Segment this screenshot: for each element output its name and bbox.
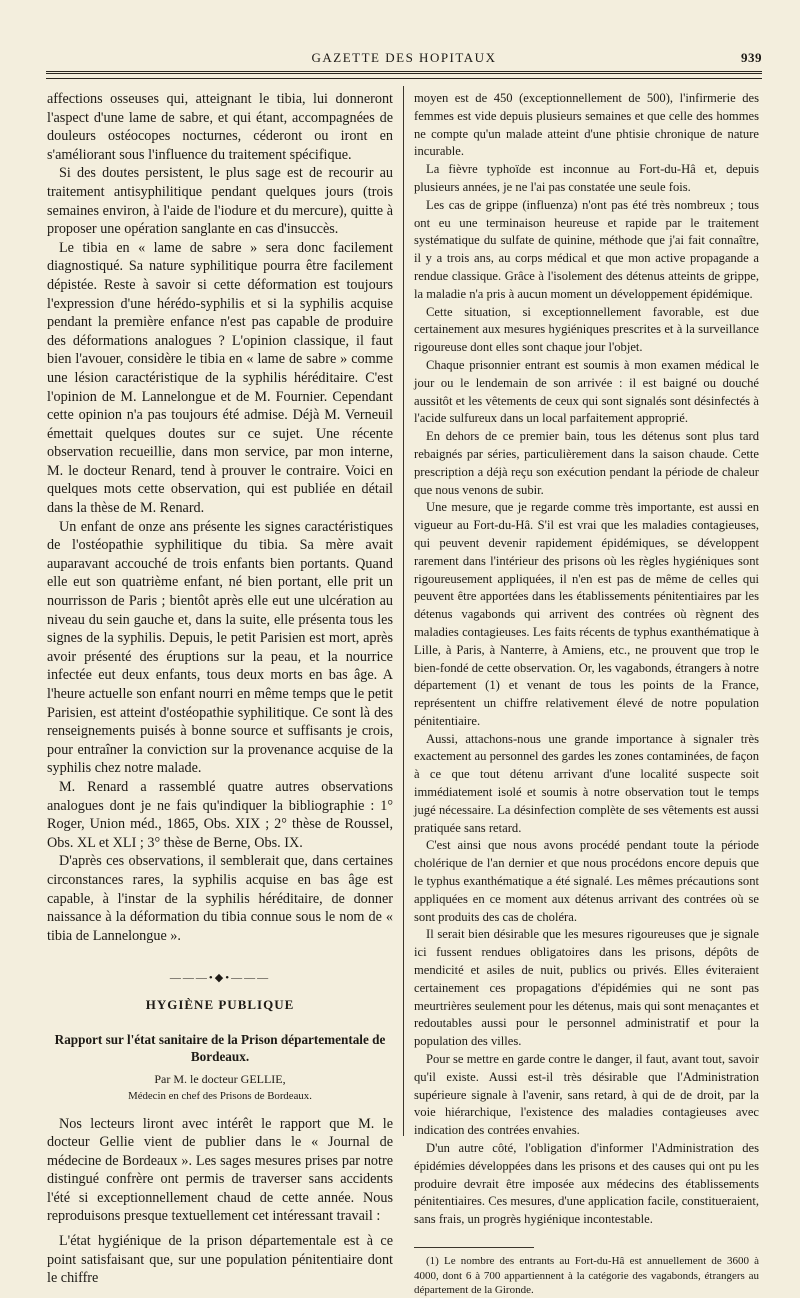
paragraph: D'après ces observations, il semblerait que, dans certaines circonstances rares, la syphilis acquise en bas âge est capable, à l'instar de la syphilis héréditaire, de donner naissance à la déformation du tibia connue sous le nom de « tibia de Lannelongue ».	[47, 853, 393, 944]
footnote: (1) Le nombre des entrants au Fort-du-Hâ est annuellement de 3600 à 4000, dont 6 à 700 appartiennent à la catégorie des vagabonds, étrangers au département de la Gironde.	[414, 1255, 759, 1296]
section-divider: ———•◆•———	[169, 972, 271, 985]
paragraph: Les cas de grippe (influenza) n'ont pas été très nombreux ; tous ont eu une terminaison heureuse et rapide par le traitement systématique du sulfate de quinine, méthode que j'ai fait connaître, il y a trois ans, au corps médical et que mon active propagande a rendue classique. Grâce à l'isolement des détenus atteints de grippe, la maladie n'a pris à aucun moment un développement épidémique.	[414, 197, 759, 301]
paragraph: Le tibia en « lame de sabre » sera donc facilement diagnostiqué. Sa nature syphilitique pourra être facilement dépistée. Reste à savoir si cette déformation est toujours l'expression d'une hérédo-syphilis et si la syphilis acquise pendant la première enfance n'est pas capable de produire des déformations analogues ? L'opinion classique, il faut bien l'avouer, considère le tibia en « lame de sabre » comme une lésion caractéristique de la syphilis héréditaire. C'est l'opinion de M. Lannelongue et de M. Fournier. Cependant cette opinion n'a pas toujours été admise. Déjà M. Verneuil émettait quelques doutes sur ce sujet. Une récente observation recueillie, dans mon service, par mon interne, M. le docteur Renard, tend à prouver le contraire. Voici en quelques mots cette observation, qui est publiée en détail dans la thèse de M. Renard.	[47, 239, 393, 517]
page-number: 939	[741, 50, 762, 65]
paragraph: Pour se mettre en garde contre le danger, il faut, avant tout, savoir qu'il existe. Aussi est-il très désirable que l'Administration supérieure signale à l'avenir, sans retard, à qui de de droit, par la voie hiérarchique, l'existence des maladies contagieuses avec indication des contrées envahies.	[414, 1052, 759, 1138]
header-rule	[46, 78, 762, 79]
article-byline: Par M. le docteur GELLIE,	[154, 1071, 286, 1086]
right-column	[414, 90, 759, 1298]
paragraph: moyen est de 450 (exceptionnellement de 500), l'infirmerie des femmes est vide depuis plusieurs semaines et que celle des hommes ne compte qu'un malade atteint d'une phtisie chronique de nature incurable.	[414, 91, 759, 159]
page-header	[46, 48, 762, 66]
paragraph: C'est ainsi que nous avons procédé pendant toute la période cholérique de l'an dernier et que nous procédons encore depuis que le typhus exanthématique a été signalé. Les mêmes précautions sont appliquées en ce moment aux détenus arrivant des contrées où se sont produits des cas de choléra.	[414, 838, 759, 924]
paragraph: D'un autre côté, l'obligation d'informer l'Administration des épidémies développées dans les prisons et des causes qui ont pu les produire devrait être imposée aux médecins des établissements pénitentiaires. Ces mesures, d'une application facile, constitueraient, sans frais, un progrès hygiénique incontestable.	[414, 1141, 759, 1227]
header-double-rule	[46, 71, 762, 74]
paragraph: Aussi, attachons-nous une grande importance à signaler très exactement au personnel des gardes les zones contaminées, de façon à ce que tout détenu arrivant d'une localité suspecte soit immédiatement isolé et soumis à notre observation tout le temps jugé nécessaire. La désinfection complète de ses vêtements est aussi pratiquée sans retard.	[414, 731, 759, 835]
article-title: Rapport sur l'état sanitaire de la Prison départementale de Bordeaux.	[54, 1031, 386, 1064]
left-column	[47, 90, 393, 1288]
paragraph: Nos lecteurs liront avec intérêt le rapport que M. le docteur Gellie vient de publier dans le « Journal de médecine de Bordeaux ». Les sages mesures prises par notre distingué confrère ont permis de traverser sans accidents l'été si exceptionnellement chaud de cette année. Nous reproduisons presque textuellement cet intéressant travail :	[47, 1115, 393, 1225]
paragraph: M. Renard a rassemblé quatre autres observations analogues dont je ne fais qu'indiquer la bibliographie : 1° Roger, Union méd., 1865, Obs. XIX ; 2° thèse de Roussel, Obs. XL et XLI ; 3° thèse de Berne, Obs. IX.	[47, 778, 393, 851]
footnote-rule	[414, 1247, 534, 1248]
paragraph: En dehors de ce premier bain, tous les détenus sont plus tard rebaignés par séries, particulièrement dans la saison chaude. Cette prescription a déjà reçu son exécution pendant la période de chaleur que nous venons de subir.	[414, 429, 759, 497]
paragraph: La fièvre typhoïde est inconnue au Fort-du-Hâ et, depuis plusieurs années, je ne l'ai pas constatée une seule fois.	[414, 162, 759, 194]
paragraph: Il serait bien désirable que les mesures rigoureuses que je signale ici fussent rendues obligatoires dans les prisons, dépôts de mendicité et asiles de nuit, publics ou privés. Elles éviteraient certainement ces propagations d'épidémies qui ne sont pas meurtrières seulement pour les détenus, mais qui sont menaçantes et redoutables aussi pour le personnel administratif et pour la population des villes.	[414, 927, 759, 1049]
paragraph: Cette situation, si exceptionnellement favorable, est due certainement aux mesures hygiéniques prescrites et à la surveillance rigoureuse dont elles sont chaque jour l'objet.	[414, 304, 759, 355]
column-divider	[403, 86, 404, 1136]
journal-title: GAZETTE DES HOPITAUX	[311, 50, 497, 65]
author-affiliation: Médecin en chef des Prisons de Bordeaux.	[128, 1089, 312, 1102]
paragraph: Chaque prisonnier entrant est soumis à mon examen médical le jour ou le lendemain de son arrivée : il est baigné ou douché aussitôt et les vêtements de ceux qui sont signalés sont désinfectés à l'acide sulfureux dans un local parfaitement approprié.	[414, 357, 759, 426]
paragraph: Une mesure, que je regarde comme très importante, est aussi en vigueur au Fort-du-Hâ. S'il est vrai que les maladies contagieuses, qui peuvent devenir rapidement épidémiques, se développent rarement dans l'intérieur des prisons où les règles hygiéniques sont rigoureusement appliquées, il n'en est pas de même de celles qui peuvent être apportées dans les établissements pénitentiaires par les détenus vagabonds qui arrivent des contrées où règnent des maladies contagieuses. Les faits récents de typhus exanthématique à Lille, à Paris, à Nanterre, à Amiens, etc., ne prouvent que trop le bien-fondé de cette observation. Or, les vagabonds, étrangers à notre département (1) et venant de tous les points de la France, représentent un chiffre relativement élevé de notre population pénitentiaire.	[414, 500, 759, 728]
paragraph: affections osseuses qui, atteignant le tibia, lui donneront l'aspect d'une lame de sabre, et qui étant, accompagnées de douleurs ostéocopes nocturnes, céderont ou iront en s'améliorant sous l'influence du traitement spécifique.	[47, 91, 393, 163]
paragraph: L'état hygiénique de la prison départementale est à ce point satisfaisant que, sur une population pénitentiaire dont le chiffre	[47, 1233, 393, 1287]
paragraph: Si des doutes persistent, le plus sage est de recourir au traitement antisyphilitique pendant quelques jours (trois semaines environ, à l'aide de l'iodure et du mercure), quitte à proposer une opération sanglante en cas d'insuccès.	[47, 165, 393, 238]
section-heading: HYGIÈNE PUBLIQUE	[145, 996, 295, 1012]
paragraph: Un enfant de onze ans présente les signes caractéristiques de l'ostéopathie syphilitique du tibia. Sa mère avait auparavant accouché de trois enfants bien portants. Quand elle eut son quatrième enfant, né bien portant, elle prit un nourrisson de Paris ; bientôt après elle eut une ulcération au niveau du sein gauche et, dans la suite, elle présenta tous les signes de la syphilis. Depuis, le petit Parisien est mort, après avoir présenté des éruptions sur la peau, et la nourrice infectée eut deux enfants, tous deux morts en bas âge. A l'heure actuelle son enfant nourri en même temps que le petit Parisien, est atteint d'ostéopathie syphilitique. Ce sont là des renseignements puisés à bonne source et suffisants je crois, pour entraîner la conviction sur la provenance acquise de la syphilis chez notre malade.	[47, 518, 393, 777]
